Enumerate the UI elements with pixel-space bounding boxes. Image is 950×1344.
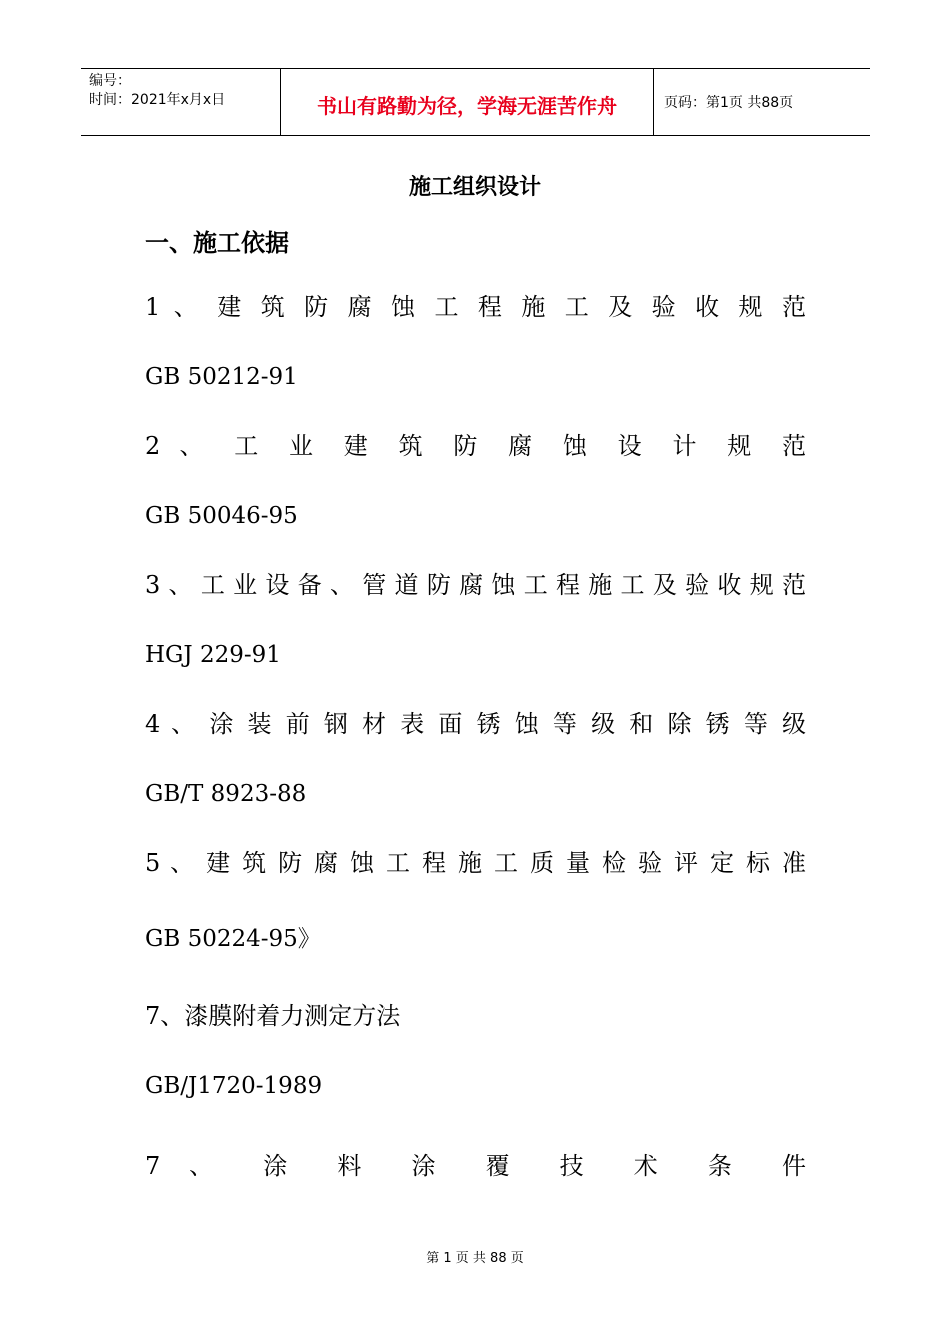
list-item-text: 2 、 工 业 建 筑 防 腐 蚀 设 计 规 范: [145, 432, 806, 460]
page-footer: 第 1 页 共 88 页: [426, 1251, 524, 1266]
list-item-text: 3、工业设备、管道防腐蚀工程施工及验收规范: [145, 571, 806, 599]
list-item-code: GB 50224-95》: [145, 926, 321, 952]
header-meta-cell: [81, 69, 281, 135]
header-table: [81, 68, 870, 136]
list-item-code: GB/T 8923-88: [145, 781, 307, 807]
section-heading: 一、施工依据: [145, 228, 289, 257]
list-item-code: GB/J1720-1989: [145, 1073, 323, 1099]
list-item-text: 7 、 涂 料 涂 覆 技 术 条 件: [145, 1152, 806, 1180]
motto-text: 书山有路勤为径，学海无涯苦作舟: [317, 93, 617, 118]
time-label: 时间：2021年x月x日: [89, 92, 226, 108]
list-item-code: GB 50046-95: [145, 503, 298, 529]
list-item-text: 1 、 建 筑 防 腐 蚀 工 程 施 工 及 验 收 规 范: [145, 293, 806, 321]
motto-cell: [281, 69, 654, 135]
list-item-text: 4 、 涂 装 前 钢 材 表 面 锈 蚀 等 级 和 除 锈 等 级: [145, 710, 806, 738]
list-item-code: GB 50212-91: [145, 364, 298, 390]
page-info-text: 页码：第1页 共88页: [664, 95, 794, 111]
document-title: 施工组织设计: [408, 174, 541, 200]
page-info-cell: [654, 69, 870, 135]
list-item-text: 7、漆膜附着力测定方法: [145, 1002, 401, 1030]
list-item-code: HGJ 229-91: [145, 642, 281, 668]
list-item-text: 5 、 建 筑 防 腐 蚀 工 程 施 工 质 量 检 验 评 定 标 准: [145, 849, 806, 877]
number-label: 编号：: [89, 73, 131, 89]
